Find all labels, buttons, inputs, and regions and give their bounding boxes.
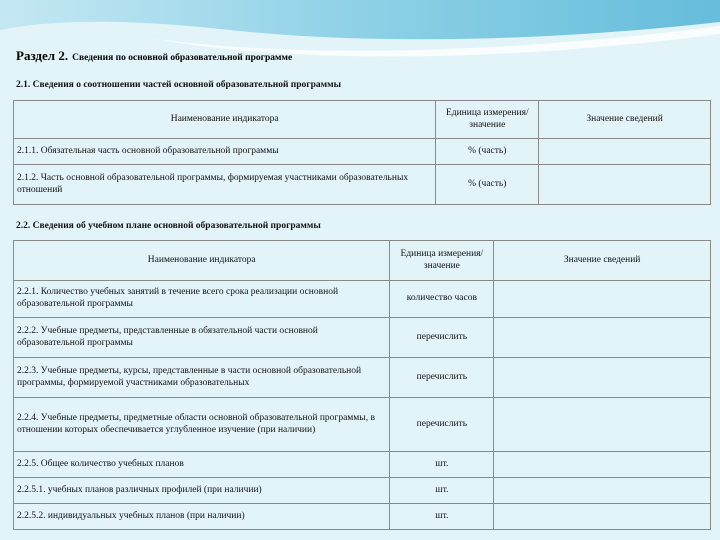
row-value[interactable] [494,452,711,478]
row-name: 2.2.3. Учебные предметы, курсы, представленные в части основной образовательной программы, формируемой участниками образовательных [14,358,390,398]
row-name: 2.1.2. Часть основной образовательной программы, формируемая участниками образовательных отношений [14,165,436,205]
row-name: 2.2.5. Общее количество учебных планов [14,452,390,478]
table-row [14,139,711,165]
row-value[interactable] [494,504,711,530]
row-unit: количество часов [390,281,494,318]
table-row [14,398,711,452]
row-unit: шт. [390,478,494,504]
table-row [14,358,711,398]
table-row [14,504,711,530]
table-row [14,452,711,478]
row-name: 2.2.1. Количество учебных занятий в течение всего срока реализации основной образовательной программы [14,281,390,318]
row-value[interactable] [494,318,711,358]
header-name: Наименование индикатора [14,241,390,281]
table-row [14,478,711,504]
row-name: 2.2.2. Учебные предметы, представленные в обязательной части основной образовательной программы [14,318,390,358]
table-row [14,165,711,205]
row-name: 2.2.5.2. индивидуальных учебных планов (при наличии) [14,504,390,530]
table-row [14,281,711,318]
header-value: Значение сведений [494,241,711,281]
table-row [14,318,711,358]
section-subtitle: Сведения по основной образовательной программе [72,53,293,63]
header-name: Наименование индикатора [14,101,436,139]
row-value[interactable] [539,139,711,165]
row-value[interactable] [494,281,711,318]
section-title [16,48,292,64]
row-name: 2.2.5.1. учебных планов различных профилей (при наличии) [14,478,390,504]
row-unit: перечислить [390,398,494,452]
subsection-2-1-heading: 2.1. Сведения о соотношении частей основной образовательной программы [16,80,342,90]
subsection-2-2-heading: 2.2. Сведения об учебном плане основной образовательной программы [16,221,321,231]
header-unit: Единица измерения/значение [390,241,494,281]
row-name: 2.2.4. Учебные предметы, предметные области основной образовательной программы, в отношении которых обеспечивается углубленное изучение (при наличии) [14,398,390,452]
section-number: Раздел 2. [16,48,69,63]
header-unit: Единица измерения/значение [436,101,539,139]
row-unit: перечислить [390,358,494,398]
header-value: Значение сведений [539,101,711,139]
row-unit: % (часть) [436,139,539,165]
row-unit: перечислить [390,318,494,358]
row-value[interactable] [494,478,711,504]
row-unit: шт. [390,504,494,530]
table-header-row [14,241,711,281]
table-header-row [14,101,711,139]
row-unit: % (часть) [436,165,539,205]
row-value[interactable] [539,165,711,205]
row-name: 2.1.1. Обязательная часть основной образовательной программы [14,139,436,165]
table-2-2 [13,240,711,530]
row-value[interactable] [494,398,711,452]
table-2-1 [13,100,711,205]
row-unit: шт. [390,452,494,478]
row-value[interactable] [494,358,711,398]
